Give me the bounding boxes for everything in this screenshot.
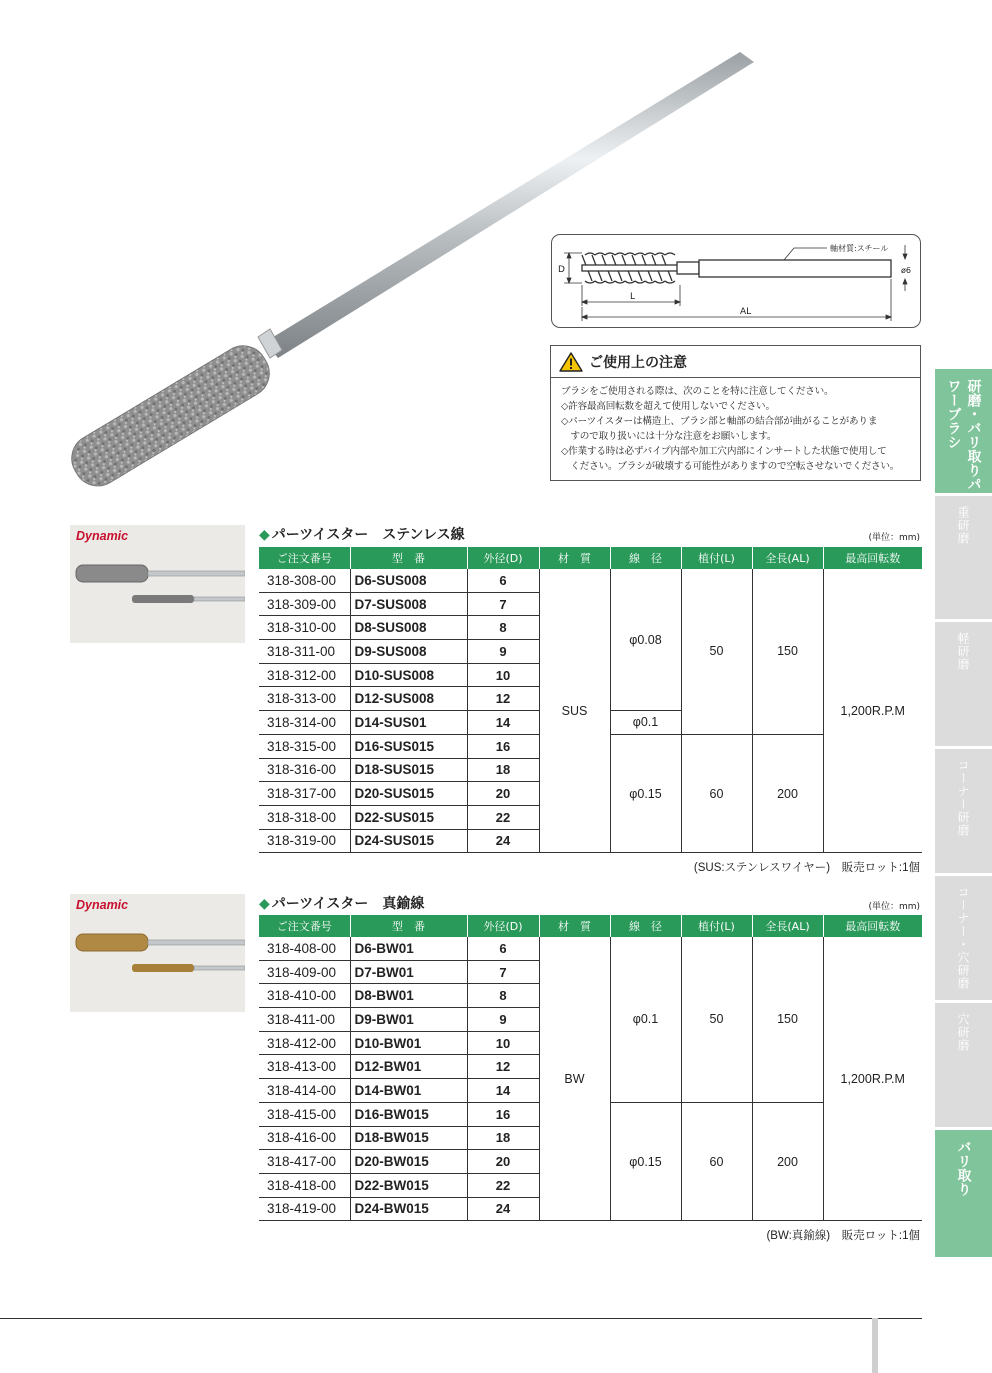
- max-rpm-cell: 1,200R.P.M: [823, 937, 922, 1221]
- brand-logo: Dynamic: [76, 898, 129, 912]
- table-row: 318-409-00 D7-BW01 7: [259, 960, 922, 984]
- dimension-diagram: [551, 234, 921, 328]
- tab-power-brush[interactable]: 研磨・バリ取りパワーブラシ: [935, 369, 992, 493]
- max-rpm-cell: 1,200R.P.M: [823, 569, 922, 853]
- tab-corner-hole-grinding[interactable]: コーナー・穴研磨: [935, 876, 992, 1000]
- tab-corner-grinding[interactable]: コーナー研磨: [935, 749, 992, 873]
- col-trim-length: 植付(L): [681, 547, 752, 569]
- section-title-bw: ◆ パーツイスター 真鍮線: [259, 896, 425, 912]
- table-row: 318-315-00 D16-SUS015 16 φ0.15 60 200: [259, 734, 922, 758]
- col-material: 材 質: [539, 547, 610, 569]
- spec-table-sus: [259, 547, 922, 853]
- warning-icon: [559, 351, 583, 373]
- section-title-sus: ◆ パーツイスター ステンレス線: [259, 527, 465, 543]
- col-overall-length: 全長(AL): [752, 547, 823, 569]
- table-row: 318-417-00 D20-BW015 20: [259, 1150, 922, 1174]
- label-l: L: [630, 292, 636, 302]
- col-overall-length: 全長(AL): [752, 915, 823, 937]
- trim-length-cell: 50: [681, 937, 752, 1102]
- overall-length-cell: 150: [752, 937, 823, 1102]
- footer-rule: [0, 1318, 922, 1319]
- col-order-no: ご注文番号: [259, 915, 350, 937]
- table-row: 318-411-00 D9-BW01 9: [259, 1008, 922, 1032]
- table-row: 318-317-00 D20-SUS015 20: [259, 782, 922, 806]
- col-trim-length: 植付(L): [681, 915, 752, 937]
- label-al: AL: [740, 307, 752, 317]
- caution-text: ブラシをご使用される際は、次のことを特に注意してください。 ◇許容最高回転数を超えて使用しないでください。 ◇パーツイスターは構造上、ブラシ部と軸部の結合部が曲がることがありま すので取り扱いには十分な注意をお願いします。 ◇作業する時は必ずパイプ内部や加工穴内部にインサートした状態で使用して ください。ブラシが破壊する可能性がありますので空転させないでください。: [561, 386, 900, 472]
- tab-hole-grinding[interactable]: 穴研磨: [935, 1003, 992, 1127]
- wire-cell: φ0.08: [610, 569, 681, 711]
- col-diameter: 外径(D): [467, 547, 539, 569]
- label-shaft-dia: ø6: [901, 266, 911, 275]
- table-row: 318-412-00 D10-BW01 10: [259, 1031, 922, 1055]
- col-wire: 線 径: [610, 547, 681, 569]
- table-row: 318-414-00 D14-BW01 14: [259, 1079, 922, 1103]
- overall-length-cell: 150: [752, 569, 823, 734]
- wire-cell: φ0.15: [610, 1102, 681, 1220]
- table-row: 318-314-00 D14-SUS01 14 φ0.1: [259, 711, 922, 735]
- trim-length-cell: 60: [681, 1102, 752, 1220]
- footnote-sus: (SUS:ステンレスワイヤー) 販売ロット:1個: [693, 862, 920, 874]
- diamond-icon: ◆: [259, 527, 270, 543]
- table-row: 318-419-00 D24-BW015 24: [259, 1197, 922, 1221]
- footer-page-marker: [872, 1318, 878, 1373]
- col-order-no: ご注文番号: [259, 547, 350, 569]
- wire-cell: φ0.1: [610, 937, 681, 1102]
- table-row: 318-413-00 D12-BW01 12: [259, 1055, 922, 1079]
- product-photo-sus: [70, 525, 245, 643]
- col-material: 材 質: [539, 915, 610, 937]
- material-cell: BW: [539, 937, 610, 1221]
- table-row: 318-308-00 D6-SUS008 6 SUS φ0.08 50 150 1,200R.P.M: [259, 569, 922, 592]
- trim-length-cell: 60: [681, 734, 752, 852]
- label-d: D: [558, 265, 565, 275]
- material-cell: SUS: [539, 569, 610, 853]
- brand-logo: Dynamic: [76, 529, 129, 543]
- table-row: 318-312-00 D10-SUS008 10: [259, 663, 922, 687]
- spec-table-bw: [259, 915, 922, 1221]
- col-max-rpm: 最高回転数: [823, 915, 922, 937]
- table-row: 318-309-00 D7-SUS008 7: [259, 592, 922, 616]
- unit-label: (単位：mm): [868, 533, 920, 543]
- unit-label: (単位：mm): [868, 902, 920, 912]
- tab-deburring[interactable]: バリ取り: [935, 1130, 992, 1257]
- table-row: 318-410-00 D8-BW01 8: [259, 984, 922, 1008]
- col-max-rpm: 最高回転数: [823, 547, 922, 569]
- col-model: 型 番: [350, 915, 467, 937]
- table-row: 318-316-00 D18-SUS015 18: [259, 758, 922, 782]
- trim-length-cell: 50: [681, 569, 752, 734]
- tab-heavy-grinding[interactable]: 重研磨: [935, 496, 992, 619]
- table-row: 318-311-00 D9-SUS008 9: [259, 640, 922, 664]
- table-row: 318-415-00 D16-BW015 16 φ0.15 60 200: [259, 1102, 922, 1126]
- table-row: 318-418-00 D22-BW015 22: [259, 1173, 922, 1197]
- caution-title: ご使用上の注意: [589, 354, 687, 371]
- diamond-icon: ◆: [259, 896, 270, 912]
- table-row: 318-318-00 D22-SUS015 22: [259, 805, 922, 829]
- table-row: 318-319-00 D24-SUS015 24: [259, 829, 922, 853]
- table-row: 318-408-00 D6-BW01 6 BW φ0.1 50 150 1,200R.P.M: [259, 937, 922, 960]
- col-wire: 線 径: [610, 915, 681, 937]
- wire-cell: φ0.15: [610, 734, 681, 852]
- label-shaft-material: 軸材質:スチール: [830, 244, 889, 253]
- table-row: 318-313-00 D12-SUS008 12: [259, 687, 922, 711]
- table-row: 318-310-00 D8-SUS008 8: [259, 616, 922, 640]
- caution-box: [550, 345, 921, 481]
- col-diameter: 外径(D): [467, 915, 539, 937]
- overall-length-cell: 200: [752, 734, 823, 852]
- overall-length-cell: 200: [752, 1102, 823, 1220]
- col-model: 型 番: [350, 547, 467, 569]
- product-photo-bw: [70, 894, 245, 1012]
- wire-cell: φ0.1: [610, 711, 681, 735]
- footnote-bw: (BW:真鍮線) 販売ロット:1個: [766, 1230, 920, 1242]
- tab-light-grinding[interactable]: 軽研磨: [935, 622, 992, 746]
- table-row: 318-416-00 D18-BW015 18: [259, 1126, 922, 1150]
